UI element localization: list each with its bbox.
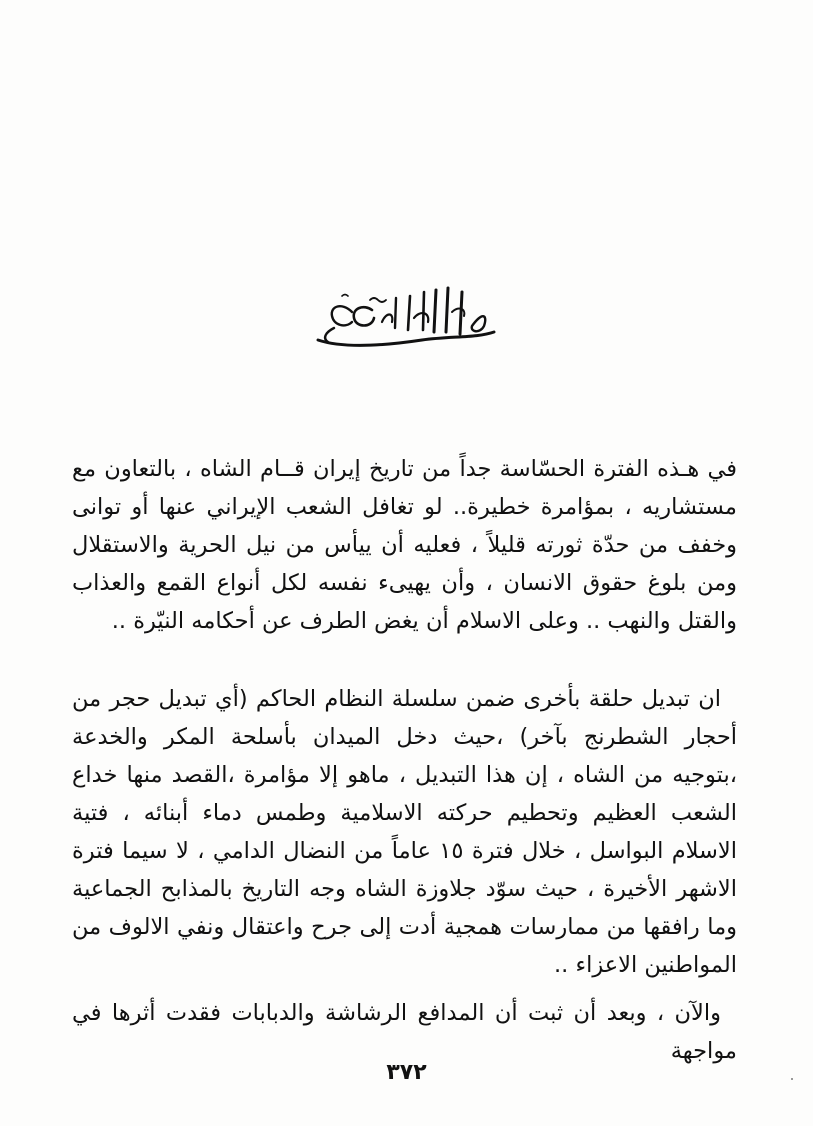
basmala-calligraphy (312, 282, 498, 350)
scan-speck (791, 1078, 793, 1080)
page-number: ٣٧٢ (386, 1060, 427, 1085)
paragraph-1: في هـذه الفترة الحسّاسة جداً من تاريخ إيران قــام الشاه ، بالتعاون مع مستشاريه ، بمؤامرة خطيرة.. لو تغافل الشعب الإيراني عنها أو توانى وخفف من حدّة ثورته قليلاً ، فعليه أن ييأس من نيل الحرية والاستقلال ومن بلوغ حقوق الانسان ، وأن يهيىء نفسه لكل أنواع القمع والعذاب والقتل والنهب .. وعلى الاسلام أن يغض الطرف عن أحكامه النيّرة .. (72, 456, 737, 634)
paragraph-2: ان تبديل حلقة بأخرى ضمن سلسلة النظام الحاكم (أي تبديل حجر من أحجار الشطرنج بآخر) ،حيث دخل الميدان بأسلحة المكر والخدعة ،بتوجيه من الشاه ، إن هذا التبديل ، ماهو إلا مؤامرة ،القصد منها خداع الشعب العظيم وتحطيم حركته الاسلامية وطمس دماء أبنائه ، فتية الاسلام البواسل ، خلال فترة ١٥ عاماً من النضال الدامي ، لا سيما فترة الاشهر الأخيرة ، حيث سوّد جلاوزة الشاه وجه التاريخ بالمذابح الجماعية وما رافقها من ممارسات همجية أدت إلى جرح واعتقال ونفي الالوف من المواطنين الاعزاء .. (72, 686, 737, 978)
paragraph-3: والآن ، وبعد أن ثبت أن المدافع الرشاشة والدبابات فقدت أثرها في مواجهة (72, 1000, 737, 1064)
